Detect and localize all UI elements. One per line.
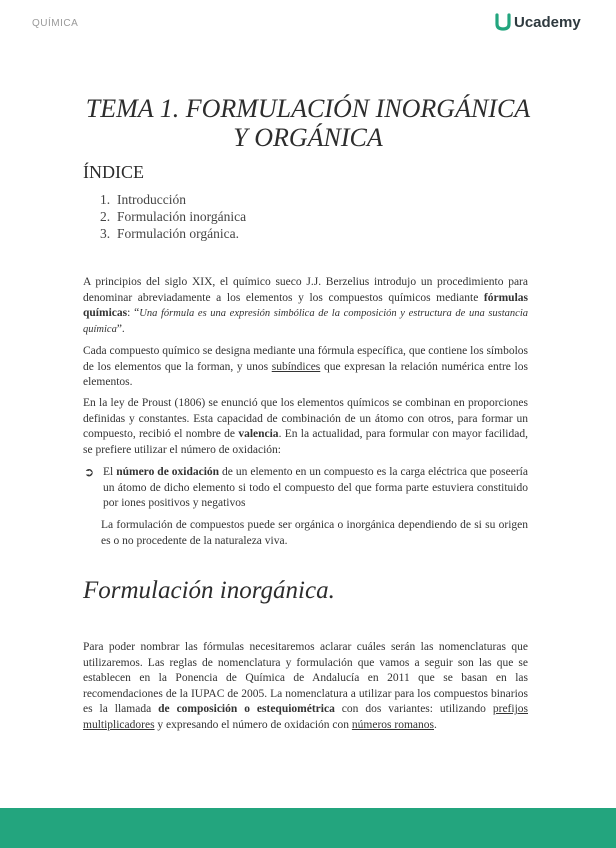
toc-item[interactable]: 2. Formulación inorgánica xyxy=(100,209,247,224)
bullet-oxidation-number: ➲ El número de oxidación de un elemento en un compuesto es la carga eléctrica que poseería un átomo de dicho elemento si todo el compuesto del que forma parte estuviera constituido por iones positivos y negativos xyxy=(84,465,528,509)
index-heading: ÍNDICE xyxy=(83,162,144,182)
brand-logo[interactable] xyxy=(495,13,581,31)
paragraph-nomenclature: Para poder nombrar las fórmulas necesitaremos aclarar cuáles serán las nomenclaturas que utilizaremos. Las reglas de nomenclatura y formulación que vamos a seguir son las que se establecen en la Ponencia de Química de Andalucía en 2011 que se basan en las recomendaciones de la IUPAC de 2005. La nomenclatura a utilizar para los compuestos binarios es la llamada de composición o estequiométrica con dos variantes: utilizando prefijos multiplicadores y expresando el número de oxidación con números romanos. xyxy=(83,641,528,731)
table-of-contents xyxy=(100,191,246,242)
paragraph-berzelius: A principios del siglo XIX, el químico sueco J.J. Berzelius introdujo un procedimiento para denominar abreviadamente a los elementos y los compuestos químicos mediante fórmulas químicas: “Una fórmula es una expresión simbólica de la composición y estructura de una sustancia química”. xyxy=(83,276,528,335)
subject-label: QUÍMICA xyxy=(32,18,79,29)
paragraph-proust: En la ley de Proust (1806) se enunció que los elementos químicos se combinan en proporciones definidas y constantes. Esta capacidad de combinación de un átomo con otros, para formar un compuesto, recibió el nombre de valencia. En la actualidad, para formular con mayor facilidad, se prefiere utilizar el número de oxidación: xyxy=(83,397,528,456)
page-title xyxy=(40,94,576,152)
ucademy-logo-icon xyxy=(495,13,511,31)
section-heading: Formulación inorgánica. xyxy=(83,577,335,604)
arrow-bullet-icon: ➲ xyxy=(84,465,95,479)
paragraph-organic-inorganic: La formulación de compuestos puede ser orgánica o inorgánica dependiendo de si su origen es o no procedente de la naturaleza viva. xyxy=(101,519,528,547)
title-line-2: Y ORGÁNICA xyxy=(233,123,383,152)
footer-bar xyxy=(0,808,616,848)
toc-item[interactable]: 1. Introducción xyxy=(100,192,186,207)
brand-name: Ucademy xyxy=(514,13,581,31)
toc-item[interactable]: 3. Formulación orgánica. xyxy=(100,226,239,241)
paragraph-formula: Cada compuesto químico se designa mediante una fórmula específica, que contiene los símbolos de los elementos que la forman, y unos subíndices que expresan la relación numérica entre los elementos. xyxy=(83,345,528,388)
title-line-1: TEMA 1. FORMULACIÓN INORGÁNICA xyxy=(85,94,531,123)
